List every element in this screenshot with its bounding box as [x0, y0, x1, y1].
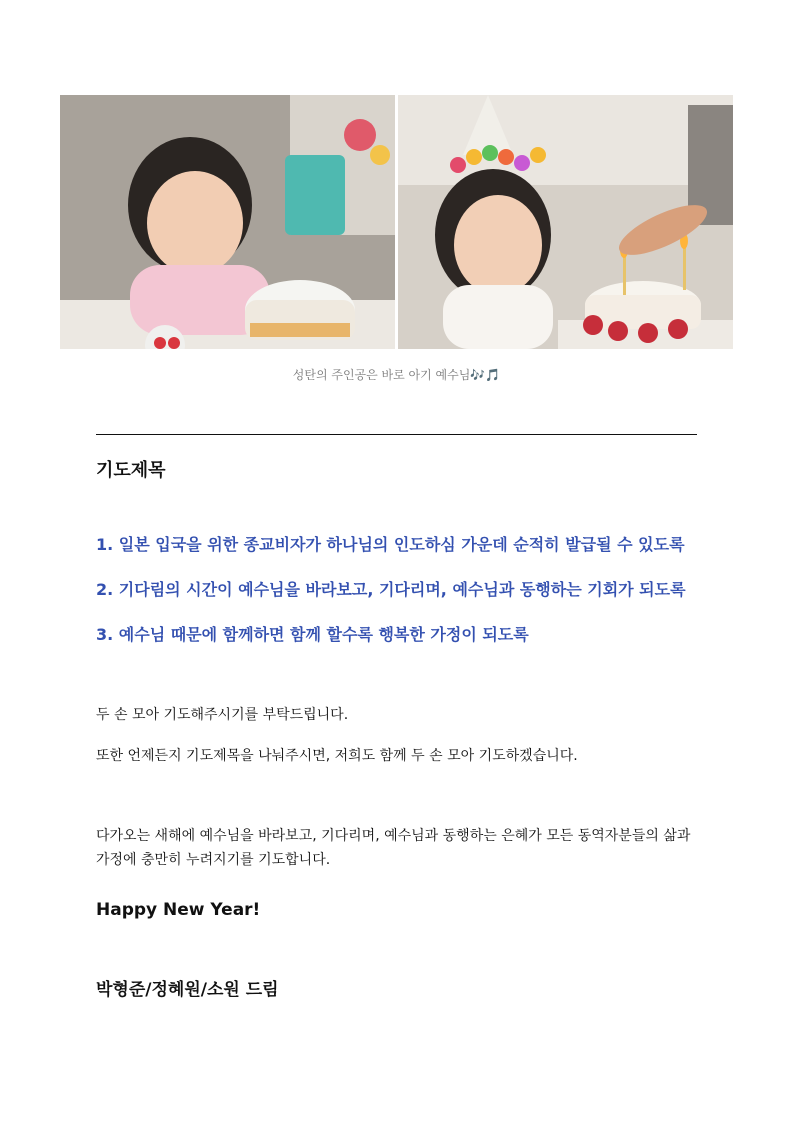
greeting-text: Happy New Year! [96, 900, 261, 920]
prayer-item-3: 3. 예수님 때문에 함께하면 함께 할수록 행복한 가정이 되도록 [96, 625, 529, 644]
photo-child-with-candles-illustration [398, 95, 733, 349]
photo-child-with-cake-illustration [60, 95, 395, 349]
prayer-item-2: 2. 기다림의 시간이 예수님을 바라보고, 기다리며, 예수님과 동행하는 기회가 되도록 [96, 580, 686, 599]
prayer-topics-heading: 기도제목 [96, 460, 166, 481]
prayer-item-1: 1. 일본 입국을 위한 종교비자가 하나님의 인도하심 가운데 순적히 발급될 수 있도록 [96, 535, 685, 554]
photo-child-with-candles [398, 95, 733, 349]
photo-strip [60, 95, 733, 349]
share-request-text: 또한 언제든지 기도제목을 나눠주시면, 저희도 함께 두 손 모아 기도하겠습니다. [96, 748, 578, 764]
section-divider [96, 434, 697, 435]
photo-caption: 성탄의 주인공은 바로 아기 예수님🎶🎵 [292, 368, 501, 382]
new-year-blessing-text: 다가오는 새해에 예수님을 바라보고, 기다리며, 예수님과 동행하는 은혜가 모든 동역자분들의 삶과 가정에 충만히 누려지기를 기도합니다. [96, 828, 691, 868]
signature-text: 박형준/정혜원/소원 드림 [96, 980, 279, 1000]
photo-child-with-cake [60, 95, 395, 349]
prayer-request-text: 두 손 모아 기도해주시기를 부탁드립니다. [96, 707, 349, 723]
